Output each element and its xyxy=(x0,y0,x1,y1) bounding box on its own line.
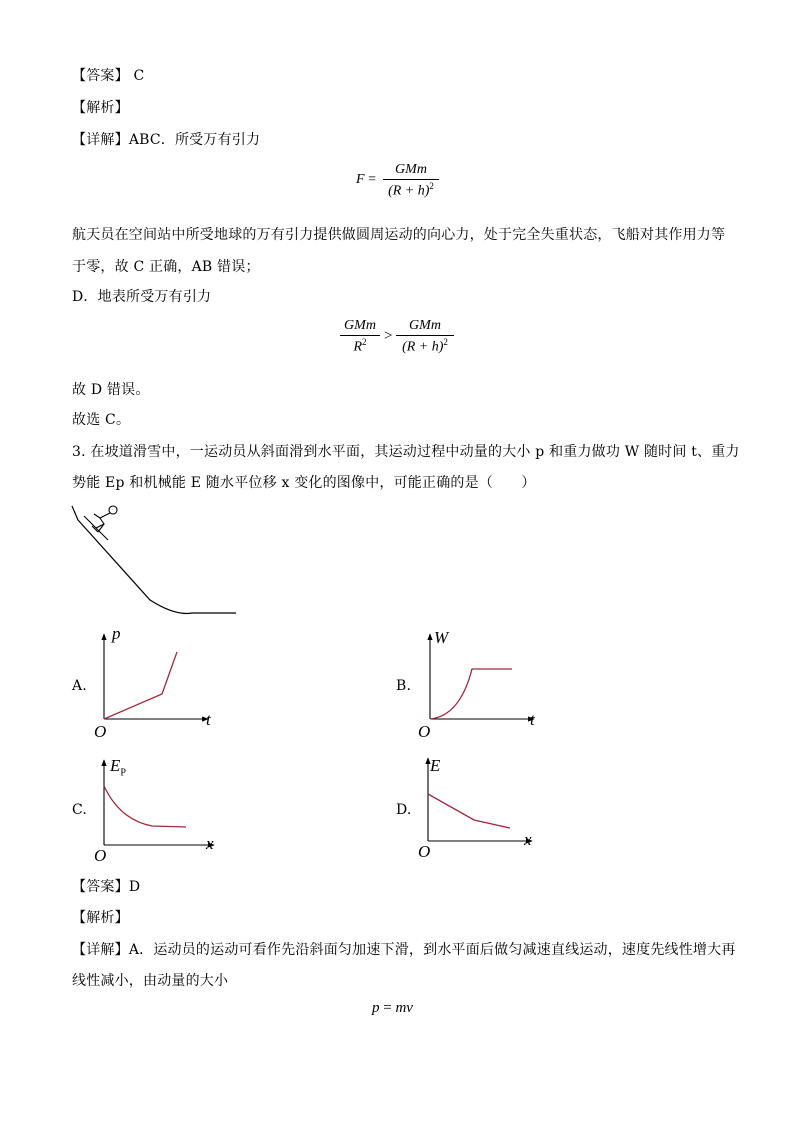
option-a-label: A. xyxy=(72,678,87,694)
graph-a xyxy=(90,628,220,738)
equation-2-right-fraction: GMm $(R + h)^2$ xyxy=(396,318,454,356)
graph-b-curve xyxy=(430,669,512,719)
equation-2-operator: > xyxy=(384,328,393,344)
detail-line-4: D．地表所受万有引力 xyxy=(72,289,212,305)
q3-detail-line-2: 线性减小，由动量的大小 xyxy=(72,973,229,989)
equation-3: p = mv xyxy=(372,1000,413,1016)
graph-b-xlabel: t xyxy=(530,710,535,729)
graph-a-origin: O xyxy=(94,722,107,741)
equation-1-fraction: GMm $(R + h)^2$ xyxy=(383,162,439,200)
graph-d-origin: O xyxy=(418,842,431,861)
q3-detail-line-1: 【详解】A．运动员的运动可看作先沿斜面匀加速下滑，到水平面后做匀减速直线运动，速度先线性增大再 xyxy=(72,942,736,958)
graph-a-xlabel: t xyxy=(206,710,211,729)
graph-b-origin: O xyxy=(418,722,431,741)
answer-line: 【答案】 C xyxy=(72,68,145,84)
q3-answer-line: 【答案】D xyxy=(72,879,141,895)
graph-d-ylabel: E xyxy=(430,756,441,775)
equation-1-lhs: F = xyxy=(356,172,376,187)
option-b-label: B. xyxy=(396,678,412,694)
q3-analysis-tag: 【解析】 xyxy=(72,910,129,926)
option-c-label: C. xyxy=(72,802,88,818)
option-d-label: D. xyxy=(396,802,412,818)
detail-line-3: 于零，故 C 正确，AB 错误； xyxy=(72,259,260,275)
graph-c-xlabel: x xyxy=(206,834,214,853)
detail-line-6: 故选 C。 xyxy=(72,412,131,428)
graph-b-ylabel: W xyxy=(434,628,449,647)
graph-a-ylabel: p xyxy=(112,624,121,643)
analysis-tag: 【解析】 xyxy=(72,100,129,116)
graph-d-curve xyxy=(428,794,510,828)
graph-a-curve xyxy=(104,652,177,719)
graph-c-ylabel: $E_P$ xyxy=(110,756,126,779)
ski-slope-figure xyxy=(70,502,240,617)
detail-line-2: 航天员在空间站中所受地球的万有引力提供做圆周运动的向心力，处于完全失重状态，飞船对其作用力等 xyxy=(72,227,726,243)
equation-2-left-fraction: GMm $R^2$ xyxy=(340,318,380,356)
graph-c-origin: O xyxy=(94,846,107,865)
graph-d-xlabel: x xyxy=(524,830,532,849)
detail-line-1: 【详解】ABC．所受万有引力 xyxy=(72,132,261,148)
skier-icon xyxy=(84,506,117,540)
question-3-stem-line-2: 势能 Ep 和机械能 E 随水平位移 x 变化的图像中，可能正确的是（ ） xyxy=(72,475,536,491)
detail-line-5: 故 D 错误。 xyxy=(72,382,150,398)
graph-c-curve xyxy=(104,786,186,827)
question-3-stem-line-1: 3. 在坡道滑雪中，一运动员从斜面滑到水平面，其运动过程中动量的大小 p 和重力做功 W 随时间 t、重力 xyxy=(72,444,740,460)
